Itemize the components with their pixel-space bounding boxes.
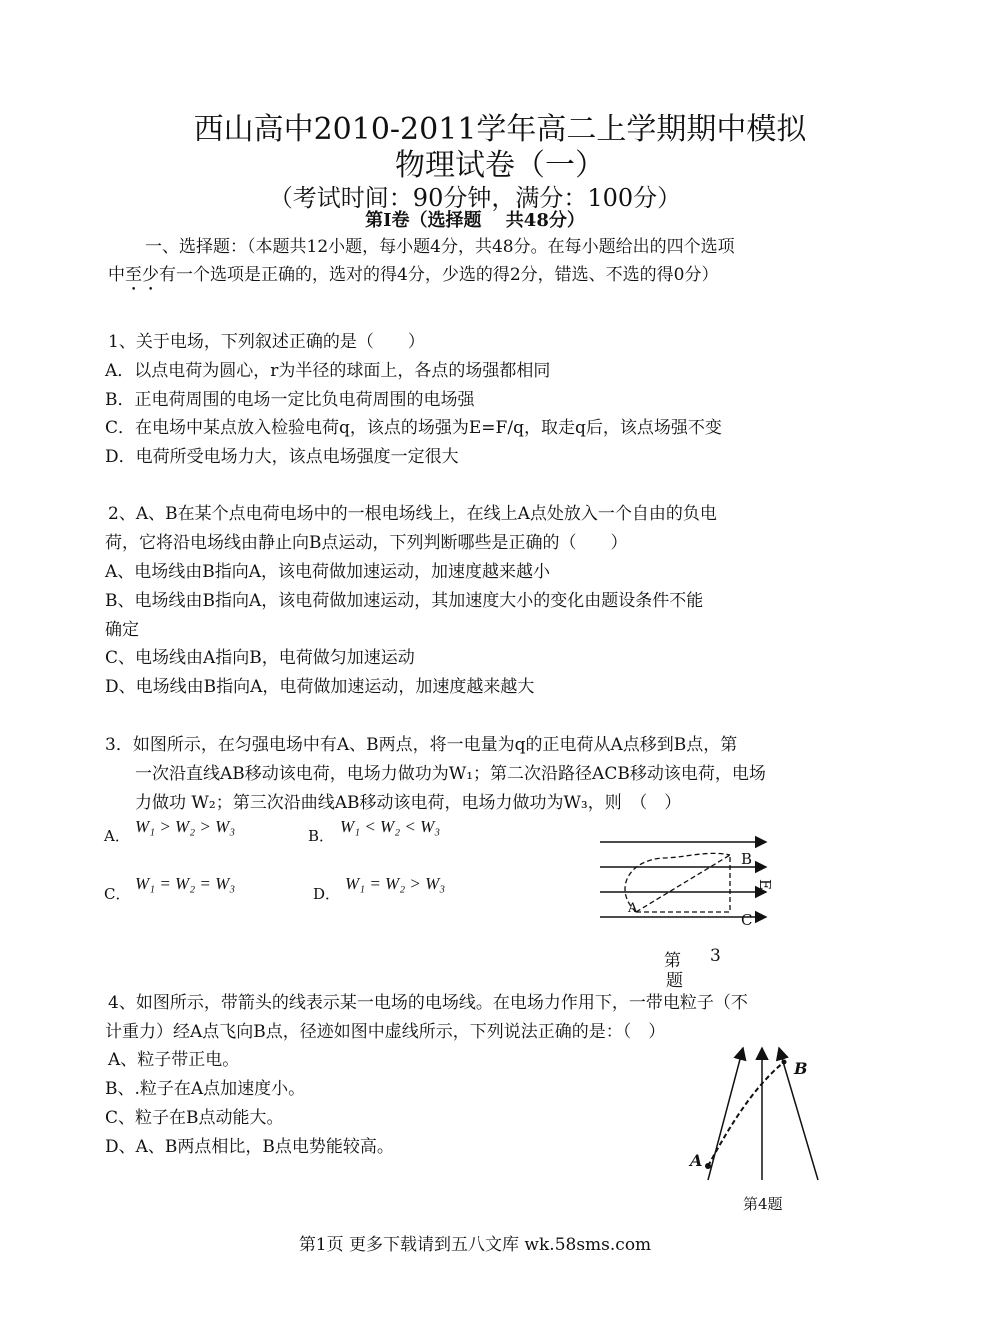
page-subtitle: 物理试卷（一） xyxy=(395,148,605,183)
q4-point-b xyxy=(782,1060,787,1065)
q4-caption: 第4题 xyxy=(743,1195,783,1213)
section-title: 第Ⅰ卷（选择题 共48分） xyxy=(365,210,585,231)
page-footer: 第1页 更多下载请到五八文库 wk.58sms.com xyxy=(298,1235,652,1255)
q4-label-a: A xyxy=(690,1151,703,1170)
q4-option-b: B、.粒子在A点加速度小。 xyxy=(105,1079,306,1099)
exam-info: （考试时间：90分钟，满分：100分） xyxy=(268,184,682,212)
q1-stem: 1、关于电场，下列叙述正确的是（ ） xyxy=(108,332,425,352)
q2-stem-line1: 2、A、B在某个点电荷电场中的一根电场线上，在线上A点处放入一个自由的负电 xyxy=(108,504,717,524)
q3-stem-line2: 一次沿直线AB移动该电荷，电场力做功为W₁；第二次沿路径ACB移动该电荷，电场 xyxy=(135,764,766,784)
q4-figure xyxy=(680,1040,830,1185)
q3-option-d-label: D． xyxy=(313,885,341,903)
q4-trajectory xyxy=(708,1062,784,1166)
q3-label-c: C xyxy=(741,911,753,929)
q4-option-a: A、粒子带正电。 xyxy=(108,1050,240,1070)
q1-option-c: C．在电场中某点放入检验电荷q，该点的场强为E=F/q，取走q后，该点场强不变 xyxy=(105,418,722,438)
q3-label-e: E xyxy=(756,879,774,890)
q1-option-d: D．电荷所受电场力大，该点电场强度一定很大 xyxy=(105,447,459,467)
q2-option-c: C、电场线由A指向B，电荷做匀加速运动 xyxy=(105,648,415,668)
q3-caption-3: 题 xyxy=(666,971,683,991)
q2-option-d: D、电场线由B指向A，电荷做加速运动，加速度越来越大 xyxy=(105,677,535,697)
q4-stem-line2: 计重力）经A点飞向B点，径迹如图中虚线所示，下列说法正确的是：（ ） xyxy=(105,1022,666,1042)
q2-option-b: B、电场线由B指向A，该电荷做加速运动，其加速度大小的变化由题设条件不能 xyxy=(105,591,704,611)
q3-stem-line3: 力做功 W₂；第三次沿曲线AB移动该电荷，电场力做功为W₃，则 （ ） xyxy=(135,793,682,813)
q3-option-c-label: C． xyxy=(104,885,131,903)
q2-stem-line2: 荷，它将沿电场线由静止向B点运动，下列判断哪些是正确的（ ） xyxy=(105,533,628,553)
q2-option-a: A、电场线由B指向A，该电荷做加速运动，加速度越来越小 xyxy=(105,562,551,582)
instructions-line2 xyxy=(108,260,718,295)
q3-caption-1: 第 xyxy=(664,951,681,971)
q2-option-b-cont: 确定 xyxy=(105,620,139,640)
q3-stem-line1: 3．如图所示，在匀强电场中有A、B两点，将一电量为q的正电荷从A点移到B点，第 xyxy=(105,735,738,755)
q3-label-b: B xyxy=(741,850,753,868)
q4-stem-line1: 4、如图所示，带箭头的线表示某一电场的电场线。在电场力作用下，一带电粒子（不 xyxy=(108,993,748,1013)
instructions-line1: 一、选择题：（本题共12小题，每小题4分，共48分。在每小题给出的四个选项 xyxy=(145,237,735,257)
q4-option-d: D、A、B两点相比，B点电势能较高。 xyxy=(105,1137,394,1157)
q3-option-a-label: A． xyxy=(104,827,130,845)
q3-label-a: A xyxy=(628,901,638,916)
q4-option-c: C、粒子在B点动能大。 xyxy=(105,1108,284,1128)
q3-paths xyxy=(625,853,730,912)
page-title: 西山高中2010-2011学年高二上学期期中模拟 xyxy=(193,112,807,147)
q4-label-b: B xyxy=(794,1059,808,1078)
q4-point-a xyxy=(705,1163,711,1169)
instructions-emphasis: 至少 xyxy=(125,265,159,285)
q3-option-d: W₁ = W₂ > W₃ xyxy=(345,874,446,893)
q3-figure xyxy=(598,830,778,930)
q3-option-c: W₁ = W₂ = W₃ xyxy=(135,874,236,893)
q3-option-b-label: B． xyxy=(308,827,335,845)
instructions-prefix: 中 xyxy=(108,265,125,285)
q1-option-b: B．正电荷周围的电场一定比负电荷周围的电场强 xyxy=(105,390,475,410)
q1-option-a: A．以点电荷为圆心，r为半径的球面上，各点的场强都相同 xyxy=(105,361,551,381)
q3-option-a: W₁ > W₂ > W₃ xyxy=(135,817,236,836)
instructions-suffix: 有一个选项是正确的，选对的得4分，少选的得2分，错选、不选的得0分） xyxy=(159,265,719,285)
q3-option-b: W₁ < W₂ < W₃ xyxy=(340,817,441,836)
q3-caption-2: 3 xyxy=(710,946,721,966)
